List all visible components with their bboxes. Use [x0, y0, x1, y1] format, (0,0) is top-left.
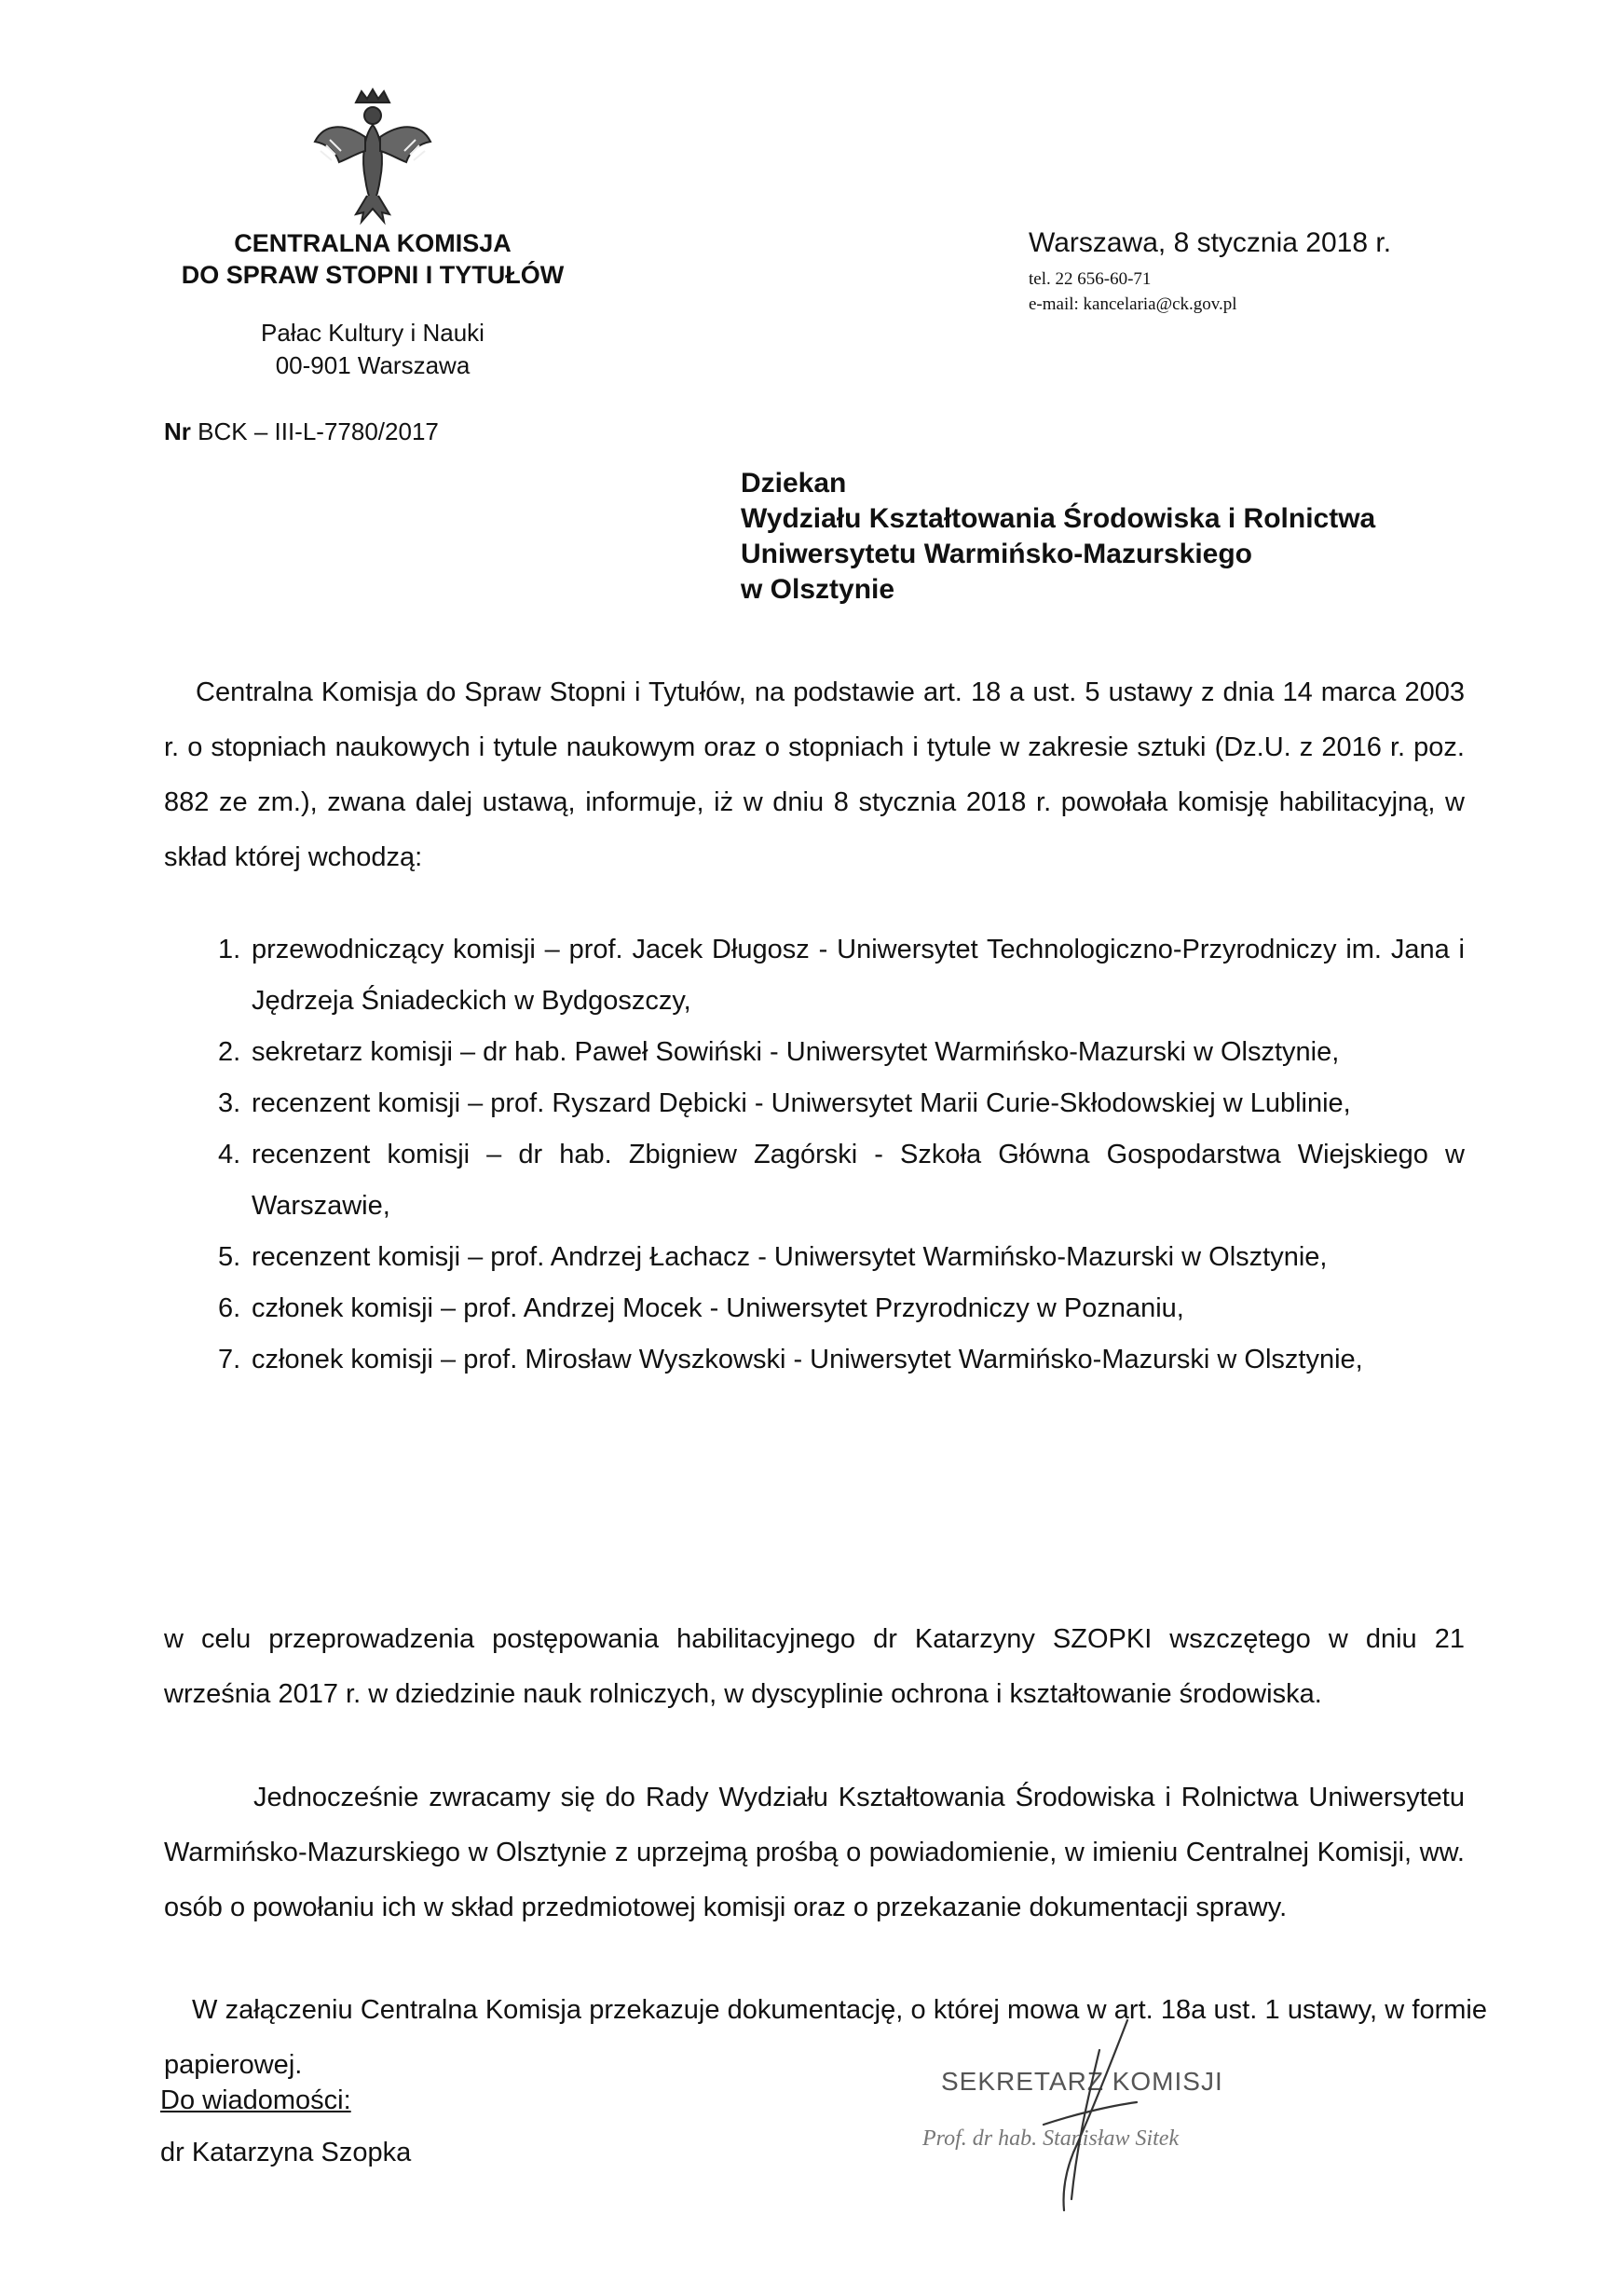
- list-item-number: 3.: [218, 1088, 241, 1118]
- list-item: [164, 1334, 1465, 1386]
- list-item: [164, 1129, 1465, 1232]
- recipient-line2: Wydziału Kształtowania Środowiska i Rolnictwa: [741, 503, 1376, 534]
- organization-name: [140, 227, 606, 291]
- list-item-text: przewodniczący komisji – prof. Jacek Długosz - Uniwersytet Technologiczno-Przyrodniczy im. Jana i Jędrzeja Śniadeckich w Bydgoszczy,: [252, 935, 1465, 1016]
- list-item-number: 4.: [218, 1140, 241, 1169]
- paragraph-purpose: w celu przeprowadzenia postępowania habilitacyjnego dr Katarzyny SZOPKI wszczętego w dniu 21 września 2017 r. w dziedzinie nauk rolniczych, w dyscyplinie ochrona i kształtowanie środowiska.: [164, 1624, 1465, 1709]
- reference-number: [164, 417, 439, 446]
- address-line1: Pałac Kultury i Nauki: [261, 319, 484, 347]
- contact-info: [1029, 267, 1237, 317]
- list-item: [164, 1078, 1465, 1129]
- eagle-emblem-icon: [307, 86, 438, 226]
- address-line2: 00-901 Warszawa: [275, 351, 471, 379]
- organization-name-line2: DO SPRAW STOPNI I TYTUŁÓW: [181, 261, 565, 289]
- list-item-text: recenzent komisji – dr hab. Zbigniew Zagórski - Szkoła Główna Gospodarstwa Wiejskiego w Warszawie,: [252, 1140, 1465, 1221]
- place-date: Warszawa, 8 stycznia 2018 r.: [1029, 227, 1392, 258]
- cc-heading: Do wiadomości:: [160, 2085, 351, 2115]
- list-item-number: 2.: [218, 1037, 241, 1067]
- committee-members-list: [164, 924, 1465, 1386]
- stamp-name: Prof. dr hab. Stanisław Sitek: [922, 2126, 1180, 2151]
- recipient-line3: Uniwersytetu Warmińsko-Mazurskiego: [741, 539, 1253, 569]
- list-item-text: sekretarz komisji – dr hab. Paweł Sowiński - Uniwersytet Warmińsko-Mazurski w Olsztynie,: [252, 1037, 1340, 1067]
- list-item-text: recenzent komisji – prof. Andrzej Łachacz - Uniwersytet Warmińsko-Mazurski w Olsztynie,: [252, 1242, 1328, 1272]
- cc-recipient: dr Katarzyna Szopka: [160, 2138, 412, 2167]
- handwritten-signature: [988, 2013, 1165, 2218]
- list-item: [164, 1232, 1465, 1283]
- list-item: [164, 1027, 1465, 1078]
- contact-tel: tel. 22 656-60-71: [1029, 269, 1152, 289]
- list-item-text: członek komisji – prof. Mirosław Wyszkowski - Uniwersytet Warmińsko-Mazurski w Olsztynie,: [252, 1345, 1363, 1374]
- list-item-number: 7.: [218, 1345, 241, 1374]
- paragraph-attachment: W załączeniu Centralna Komisja przekazuje dokumentację, o której mowa w art. 18a ust. 1 ustawy, w formie papierowej.: [164, 1995, 1487, 2080]
- recipient-block: [741, 466, 1375, 608]
- organization-address: [140, 317, 606, 382]
- paragraph-intro: Centralna Komisja do Spraw Stopni i Tytułów, na podstawie art. 18 a ust. 5 ustawy z dnia 14 marca 2003 r. o stopniach naukowych i tytule naukowym oraz o stopniach i tytule w zakresie sztuki (Dz.U. z 2016 r. poz. 882 ze zm.), zwana dalej ustawą, informuje, iż w dniu 8 stycznia 2018 r. powołała komisję habilitacyjną, w skład której wchodzą:: [164, 677, 1465, 872]
- contact-email: e-mail: kancelaria@ck.gov.pl: [1029, 294, 1237, 314]
- list-item-number: 1.: [218, 935, 241, 964]
- reference-prefix: Nr: [164, 417, 191, 445]
- list-item: [164, 924, 1465, 1027]
- list-item-number: 5.: [218, 1242, 241, 1272]
- list-item-text: członek komisji – prof. Andrzej Mocek - Uniwersytet Przyrodniczy w Poznaniu,: [252, 1293, 1184, 1323]
- reference-value: BCK – III-L-7780/2017: [198, 417, 439, 445]
- organization-name-line1: CENTRALNA KOMISJA: [234, 229, 512, 257]
- paragraph-request: Jednocześnie zwracamy się do Rady Wydziału Kształtowania Środowiska i Rolnictwa Uniwersytetu Warmińsko-Mazurskiego w Olsztynie z uprzejmą prośbą o powiadomienie, w imieniu Centralnej Komisji, ww. osób o powołaniu ich w skład przedmiotowej komisji oraz o przekazanie dokumentacji sprawy.: [164, 1783, 1465, 1922]
- list-item: [164, 1283, 1465, 1334]
- stamp-title: SEKRETARZ KOMISJI: [941, 2067, 1223, 2096]
- list-item-number: 6.: [218, 1293, 241, 1323]
- list-item-text: recenzent komisji – prof. Ryszard Dębicki - Uniwersytet Marii Curie-Skłodowskiej w Lublinie,: [252, 1088, 1351, 1118]
- recipient-line1: Dziekan: [741, 468, 847, 499]
- recipient-line4: w Olsztynie: [741, 574, 895, 605]
